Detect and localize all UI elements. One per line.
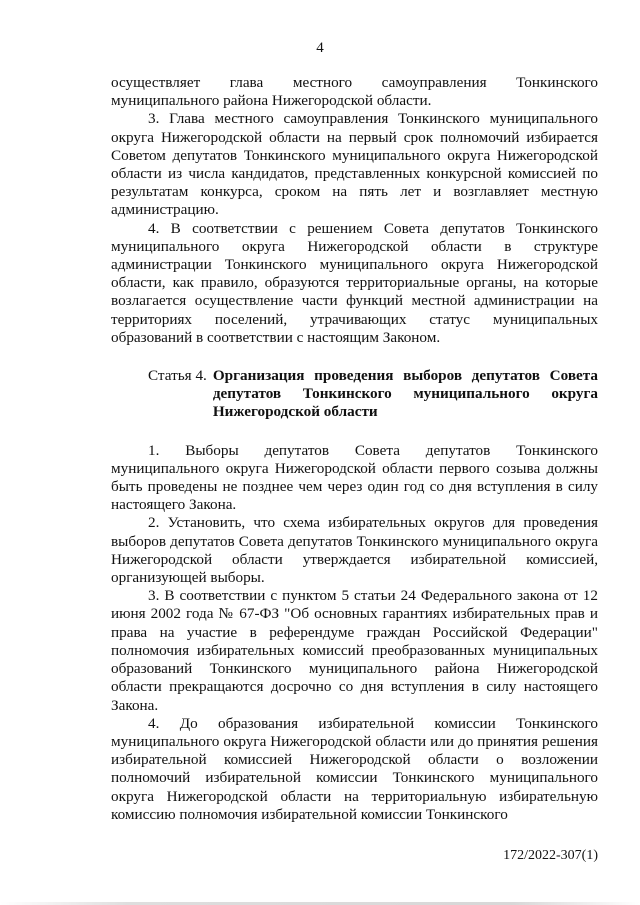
article-paragraph-1: 1. Выборы депутатов Совета депутатов Тонкинского муниципального округа Нижегородской области первого созыва должны быть проведены не позднее чем через один год со дня вступления в силу настоящего Закона. [111,441,598,514]
article-paragraph-3: 3. В соответствии с пунктом 5 статьи 24 Федерального закона от 12 июня 2002 года № 67-ФЗ "Об основных гарантиях избирательных прав и права на участие в референдуме граждан Российской Федерации" полномочия избирательных комиссий преобразованных муниципальных образований Тонкинского муниципального района Нижегородской области прекращаются досрочно со дня вступления в силу настоящего Закона. [111,587,598,714]
article-paragraph-2: 2. Установить, что схема избирательных округов для проведения выборов депутатов Совета депутатов Тонкинского муниципального округа Нижегородской области утверждается избирательной комиссией, организующей выборы. [111,514,598,587]
page-number: 4 [316,40,324,56]
article-paragraph-4: 4. До образования избирательной комиссии Тонкинского муниципального округа Нижегородской области или до принятия решения избирательной комиссией Нижегородской области о возложении полномочий избирательной комиссии Тонкинского муниципального округа Нижегородской области на территориальную избирательную комиссию полномочия избирательной комиссии Тонкинского [111,714,598,823]
article-heading [111,367,598,422]
paragraph-continuation: осуществляет глава местного самоуправления Тонкинского муниципального района Нижегородской области. [111,74,598,110]
document-body [111,74,598,824]
paragraph-item-3: 3. Глава местного самоуправления Тонкинского муниципального округа Нижегородской области на первый срок полномочий избирается Советом депутатов Тонкинского муниципального округа Нижегородской области из числа кандидатов, представленных конкурсной комиссией по результатам конкурса, сроком на пять лет и возглавляет местную администрацию. [111,110,598,219]
paragraph-item-4: 4. В соответствии с решением Совета депутатов Тонкинского муниципального округа Нижегородской области в структуре администрации Тонкинского муниципального округа Нижегородской области, как правило, образуются территориальные органы, на которые возлагается осуществление части функций местной администрации на территориях поселений, утрачивающих статус муниципальных образований в соответствии с настоящим Законом. [111,219,598,346]
article-title: Организация проведения выборов депутатов Совета депутатов Тонкинского муниципального округа Нижегородской области [212,367,598,421]
article-label: Статья 4. [148,367,207,385]
document-code: 172/2022-307(1) [503,848,598,863]
